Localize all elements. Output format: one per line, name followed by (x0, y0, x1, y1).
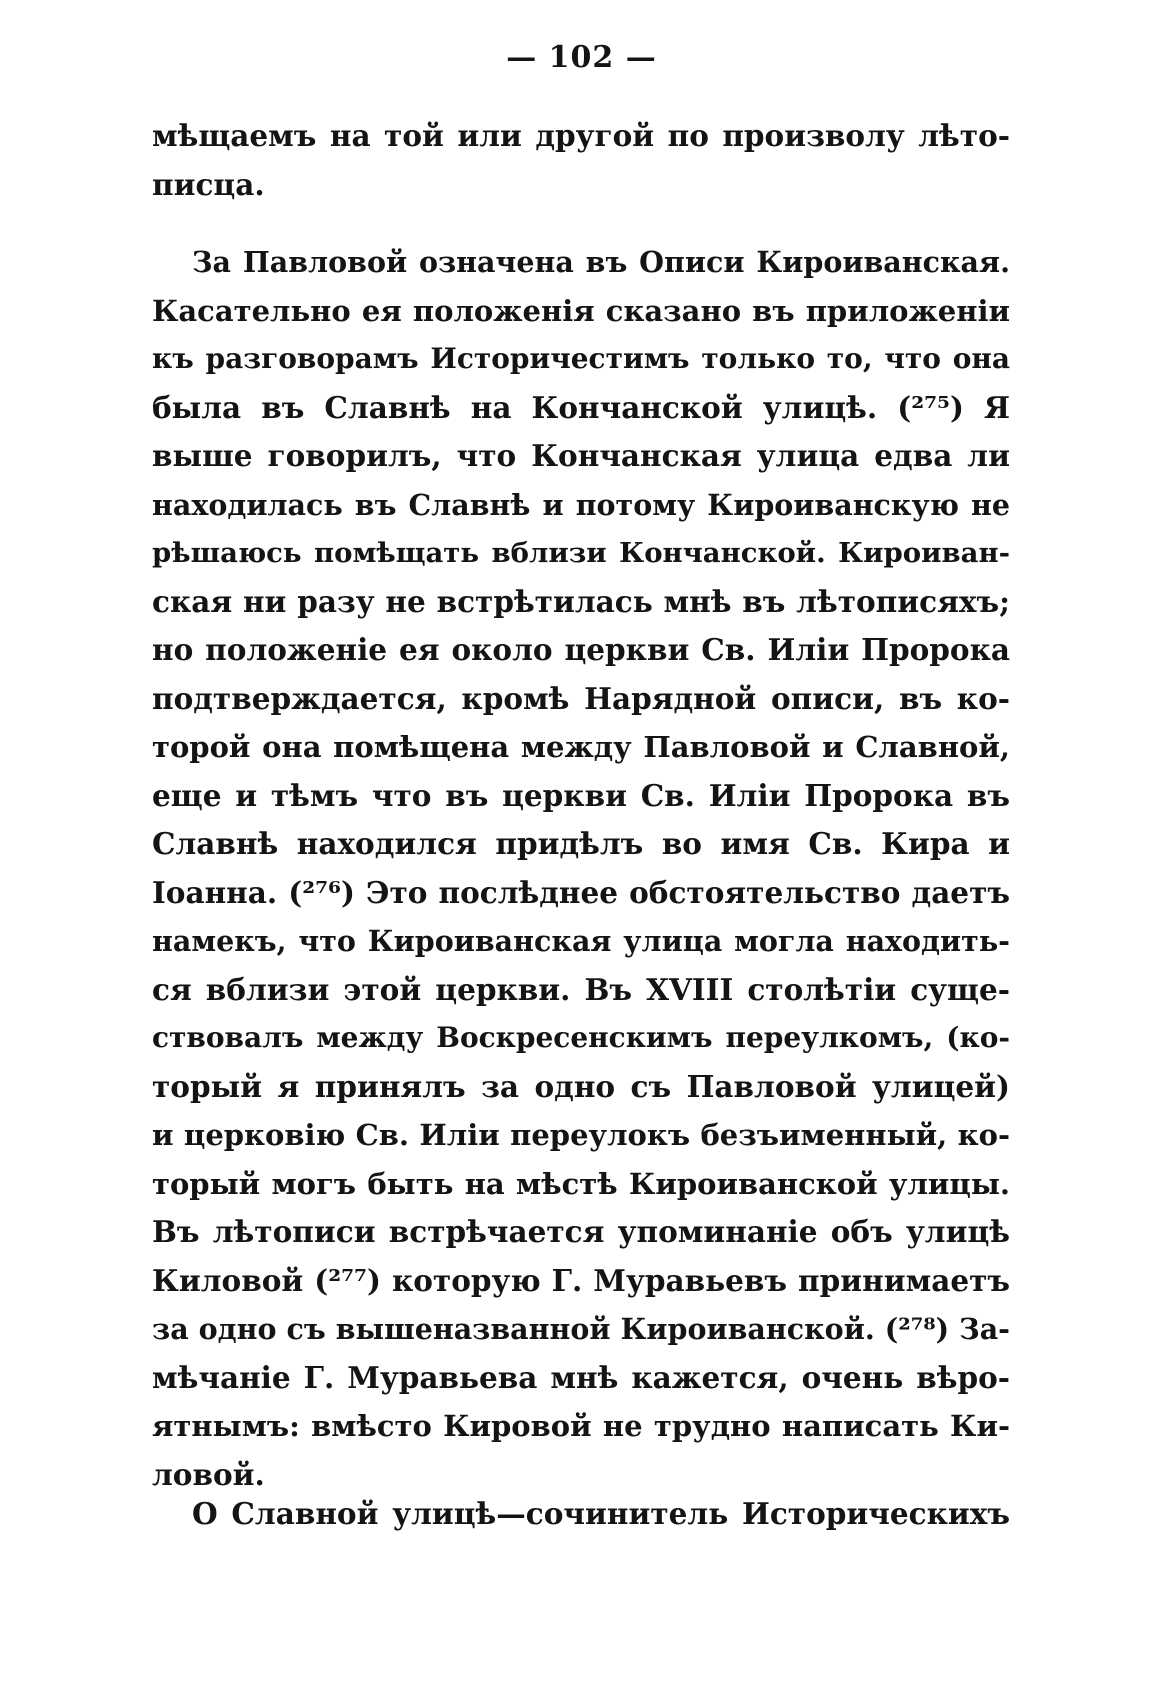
text-line: Славнѣ находился придѣлъ во имя Св. Кира и (152, 826, 1010, 861)
text-line: за одно съ вышеназванной Кироиванской. (²⁷⁸) За- (152, 1312, 1010, 1346)
text-line: ствовалъ между Воскресенскимъ переулкомъ, (ко- (152, 1021, 1010, 1054)
text-line: ятнымъ: вмѣсто Кировой не трудно написать Ки- (152, 1409, 1010, 1443)
text-line: Киловой (²⁷⁷) которую Г. Муравьевъ принимаетъ (152, 1262, 1010, 1298)
text-line: выше говорилъ, что Кончанская улица едва ли (152, 438, 1010, 473)
text-line: находилась въ Славнѣ и потому Кироиванскую не (152, 487, 1010, 522)
page-number: — 102 — (506, 40, 657, 75)
text-line: Касательно ея положенія сказано въ приложеніи (152, 293, 1010, 328)
text-line: но положеніе ея около церкви Св. Иліи Пророка (152, 632, 1010, 667)
paragraph-3 (152, 1490, 1010, 1539)
text-line: намекъ, что Кироиванская улица могла находить- (152, 924, 1010, 958)
text-line: мѣчаніе Г. Муравьева мнѣ кажется, очень вѣро- (152, 1359, 1010, 1395)
text-line: еще и тѣмъ что въ церкви Св. Иліи Пророка въ (152, 777, 1010, 813)
text-line: ся вблизи этой церкви. Въ XVIII столѣтіи суще- (152, 971, 1010, 1007)
text-line: мѣщаемъ на той или другой по произволу лѣто- (152, 118, 1010, 153)
text-line: Іоанна. (²⁷⁶) Это послѣднее обстоятельство даетъ (152, 874, 1010, 910)
text-line: къ разговорамъ Историчестимъ только то, что она (152, 342, 1010, 375)
text-line: рѣшаюсь помѣщать вблизи Кончанской. Кироиван- (152, 537, 1010, 569)
text-line: ловой. (152, 1456, 265, 1492)
text-line: За Павловой означена въ Описи Кироиванская. (192, 245, 1010, 279)
text-line: и церковію Св. Иліи переулокъ безъименный, ко- (152, 1118, 1010, 1152)
text-line: О Славной улицѣ—сочинитель Историческихъ (192, 1496, 1010, 1531)
paragraph-2 (152, 238, 1010, 1499)
text-line: ская ни разу не встрѣтилась мнѣ въ лѣтописяхъ; (152, 583, 1010, 619)
text-line: была въ Славнѣ на Кончанской улицѣ. (²⁷⁵) Я (152, 389, 1010, 425)
text-line: торый могъ быть на мѣстѣ Кироиванской улицы. (152, 1166, 1010, 1201)
paragraph-1 (152, 112, 1010, 209)
text-line: подтверждается, кромѣ Нарядной описи, въ ко- (152, 680, 1010, 716)
text-line: торый я принялъ за одно съ Павловой улицей) (152, 1068, 1010, 1104)
text-line: писца. (152, 166, 265, 202)
text-line: Въ лѣтописи встрѣчается упоминаніе объ улицѣ (152, 1214, 1010, 1249)
text-line: торой она помѣщена между Павловой и Славной, (152, 730, 1010, 764)
